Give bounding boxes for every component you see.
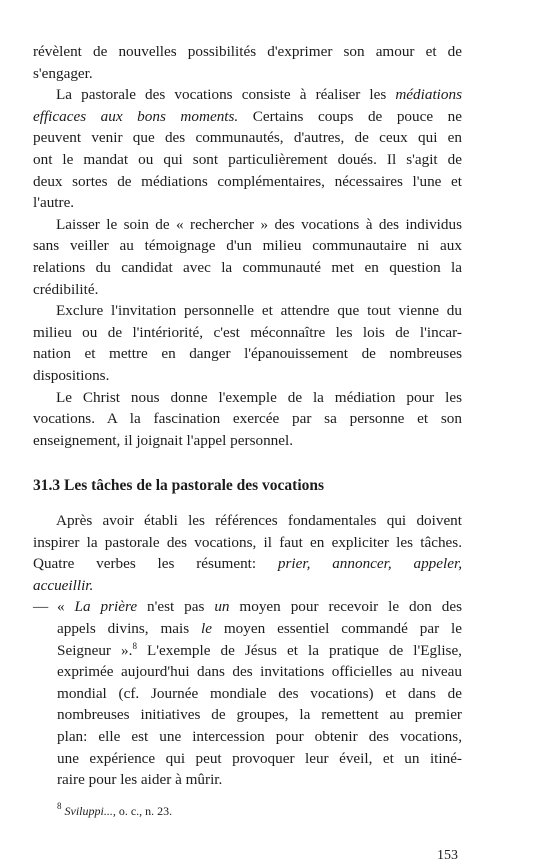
text-run: Seigneur ».	[57, 641, 133, 659]
bullet-line-6	[57, 704, 462, 726]
page-number: 153	[437, 847, 458, 863]
bullet-line-9	[57, 769, 462, 791]
paragraph-1-line-2	[33, 63, 462, 85]
paragraph-3-line-2	[33, 235, 462, 257]
paragraph-6-line-2	[33, 532, 462, 554]
text-run: exprimée aujourd'hui dans des invitations officielles au niveau	[57, 663, 462, 681]
footnote-number: 8	[57, 800, 62, 811]
paragraph-2-line-1	[56, 84, 462, 106]
paragraph-4-line-4	[33, 365, 462, 387]
text-run: plan: elle est une intercession pour obtenir des vocations,	[57, 728, 462, 745]
emphasis-text: médiations	[395, 86, 462, 104]
bullet-line-4	[57, 661, 462, 683]
text-run	[310, 555, 332, 572]
footnote-reference: 8	[132, 640, 137, 651]
text-run: nation et mettre en danger l'épanouissement de nombreuses	[33, 345, 462, 363]
text-run: dispositions.	[33, 367, 110, 384]
text-run: relations du candidat avec la communauté met en question la	[33, 259, 462, 276]
paragraph-6-line-1	[56, 510, 462, 532]
emphasis-text: La prière	[74, 598, 138, 616]
paragraph-5-line-3	[33, 430, 462, 452]
text-run: Après avoir établi les références fondamentales qui doivent	[56, 512, 462, 529]
paragraph-5-line-2	[33, 408, 462, 430]
paragraph-4-line-2	[33, 322, 462, 344]
emphasis-text: appeler,	[413, 555, 462, 573]
emphasis-text: annoncer,	[332, 555, 392, 573]
footnote	[57, 800, 173, 819]
paragraph-2-line-3	[33, 127, 462, 149]
text-run: une expérience qui peut provoquer leur éveil, et un itiné-	[57, 749, 462, 767]
text-run: raire pour les aider à mûrir.	[57, 771, 223, 789]
bullet-dash: —	[33, 598, 49, 616]
text-run: moyen essentiel commandé par le	[212, 620, 462, 637]
bullet-line-8	[57, 748, 462, 770]
bullet-line-7	[57, 726, 462, 748]
text-run: enseignement, il joignait l'appel personnel.	[33, 431, 294, 449]
text-run: appels divins, mais	[57, 620, 202, 637]
text-run: nombreuses initiatives de groupes, la remettent au premier	[57, 706, 462, 724]
paragraph-3-line-4	[33, 279, 462, 301]
bullet-line-1	[57, 596, 462, 618]
paragraph-2-line-2	[33, 106, 462, 128]
paragraph-3-line-3	[33, 257, 462, 279]
text-run: o. c., n. 23.	[115, 803, 173, 818]
paragraph-6-line-4	[33, 575, 462, 597]
bullet-line-3	[57, 640, 462, 662]
text-run: l'autre.	[33, 194, 75, 212]
emphasis-text: un	[214, 598, 230, 616]
text-run: s'engager.	[33, 64, 93, 82]
text-run: révèlent de nouvelles possibilités d'exprimer son amour et de	[33, 43, 462, 60]
text-run: sans veiller au témoignage d'un milieu communautaire ni aux	[33, 237, 462, 255]
paragraph-6-line-3	[33, 553, 462, 575]
text-run: Le Christ nous donne l'exemple de la médiation pour les	[56, 388, 462, 406]
paragraph-5-line-1	[56, 387, 462, 409]
text-run: moyen pour recevoir le don des	[229, 598, 463, 616]
paragraph-2-line-6	[33, 192, 462, 214]
text-run: Exclure l'invitation personnelle et attendre que tout vienne du	[56, 302, 462, 320]
paragraph-2-line-4	[33, 149, 462, 171]
text-run: La pastorale des vocations consiste à réaliser les	[56, 86, 396, 104]
text-run: milieu ou de l'intériorité, c'est méconnaître les lois de l'incar-	[33, 323, 462, 341]
text-run: peuvent venir que des communautés, d'autres, de ceux qui en	[33, 129, 462, 147]
text-run: mondial (cf. Journée mondiale des vocations) et dans de	[57, 684, 462, 702]
text-run: crédibilité.	[33, 280, 99, 298]
text-run: Quatre verbes les résument:	[33, 555, 278, 573]
section-heading: 31.3 Les tâches de la pastorale des vocations	[33, 477, 325, 495]
text-run: inspirer la pastorale des vocations, il faut en expliciter les tâches.	[33, 533, 462, 551]
text-run: vocations. A la fascination exercée par sa personne et son	[33, 410, 462, 428]
text-run: «	[57, 598, 75, 616]
emphasis-text: efficaces aux bons moments.	[33, 107, 239, 125]
bullet-line-5	[57, 683, 462, 705]
emphasis-text: Sviluppi...,	[61, 803, 116, 818]
paragraph-4-line-1	[56, 300, 462, 322]
emphasis-text: le	[201, 620, 212, 637]
bullet-line-2	[57, 618, 462, 640]
paragraph-2-line-5	[33, 171, 462, 193]
text-run: Certains coups de pouce ne	[238, 107, 462, 125]
paragraph-1-line-1	[33, 41, 462, 63]
text-run: L'exemple de Jésus et la pratique de l'Eglise,	[136, 641, 462, 659]
emphasis-text: prier,	[277, 555, 311, 573]
paragraph-4-line-3	[33, 343, 462, 365]
text-run	[392, 555, 414, 572]
emphasis-text: accueillir.	[33, 576, 94, 594]
text-run: Laisser le soin de « rechercher » des vocations à des individus	[56, 215, 462, 233]
paragraph-3-line-1	[56, 214, 462, 236]
text-run: ont le mandat ou qui sont particulièrement doués. Il s'agit de	[33, 151, 462, 168]
text-run: deux sortes de médiations complémentaires, nécessaires l'une et	[33, 172, 462, 190]
text-run: n'est pas	[137, 598, 215, 616]
